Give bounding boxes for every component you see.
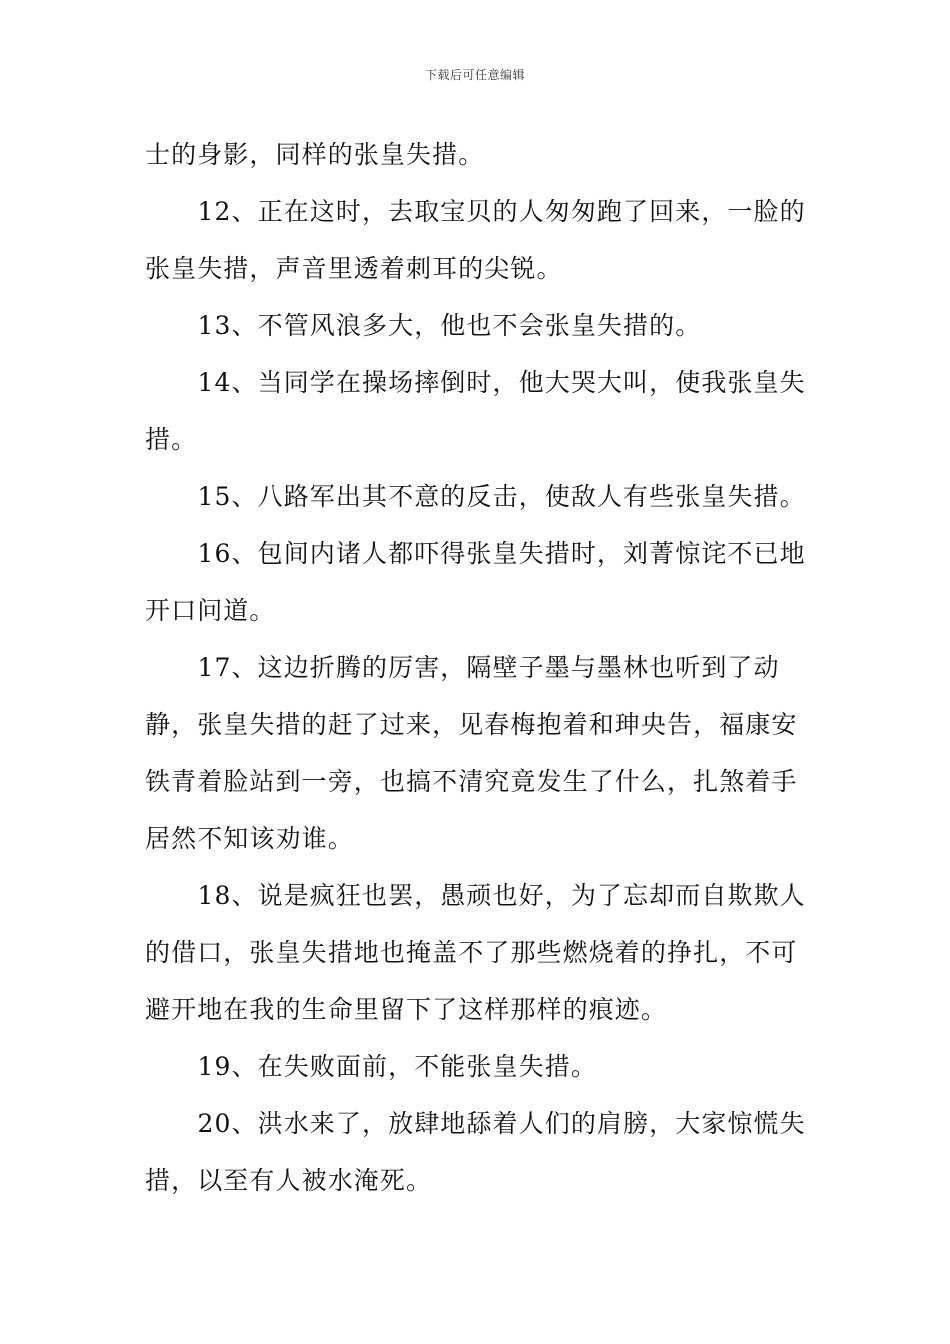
page-header-note: 下载后可任意编辑 [424,68,525,82]
paragraph-19: 19、在失败面前，不能张皇失措。 [197,1052,597,1081]
document-body [145,126,815,1209]
paragraph-20: 20、洪水来了，放肆地舔着人们的肩膀，大家惊慌失措，以至有人被水淹死。 [145,1109,806,1195]
paragraph-12: 12、正在这时，去取宝贝的人匆匆跑了回来，一脸的张皇失措，声音里透着刺耳的尖锐。 [145,197,806,283]
paragraph-17: 17、这边折腾的厉害，隔壁子墨与墨林也听到了动静，张皇失措的赶了过来，见春梅抱着和珅央告，福康安铁青着脸站到一旁，也搞不清究竟发生了什么，扎煞着手居然不知该劝谁。 [145,653,798,853]
paragraph-15: 15、八路军出其不意的反击，使敌人有些张皇失措。 [197,482,806,511]
paragraph-16: 16、包间内诸人都吓得张皇失措时，刘菁惊诧不已地开口问道。 [145,539,806,625]
paragraph-18: 18、说是疯狂也罢，愚顽也好，为了忘却而自欺欺人的借口，张皇失措地也掩盖不了那些燃烧着的挣扎，不可避开地在我的生命里留下了这样那样的痕迹。 [145,881,806,1024]
paragraph-14: 14、当同学在操场摔倒时，他大哭大叫，使我张皇失措。 [145,368,806,454]
paragraph-continued: 士的身影，同样的张皇失措。 [145,140,485,169]
paragraph-13: 13、不管风浪多大，他也不会张皇失措的。 [197,311,702,340]
